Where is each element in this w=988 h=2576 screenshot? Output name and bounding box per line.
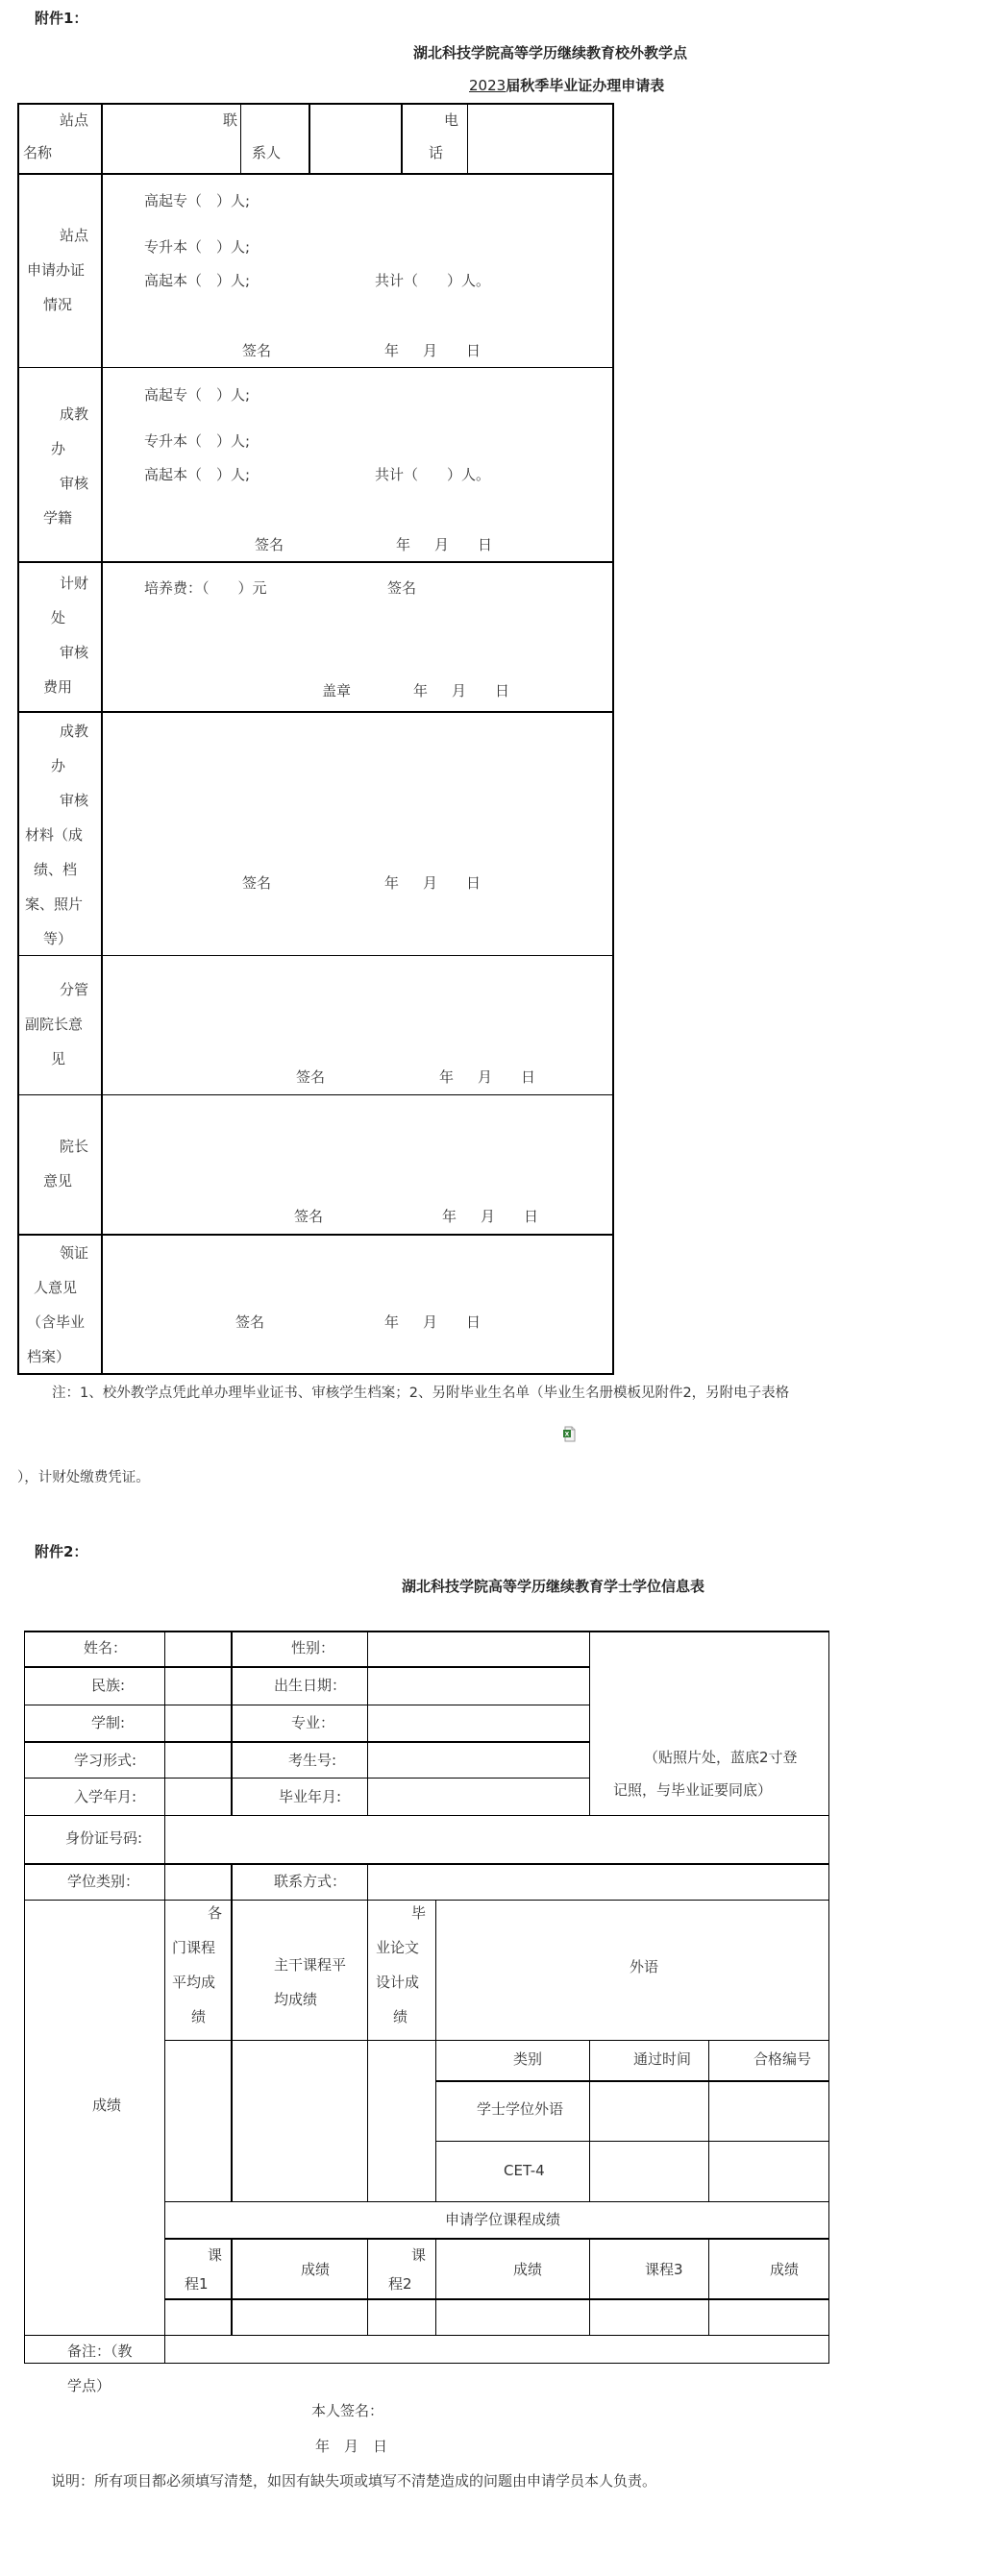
fl-header-pass-time: 通过时间 [633, 2050, 692, 2068]
date-day: 日 [478, 536, 493, 553]
course3-score-label: 成绩 [770, 2261, 800, 2278]
row-label: 材料（成 [25, 826, 84, 844]
date-day: 日 [466, 874, 482, 892]
row-label: 办 [51, 757, 66, 774]
thesis-score-field[interactable] [368, 2041, 435, 2201]
fl-cet4-pass-time-field[interactable] [590, 2142, 707, 2201]
contact-label: 联系方式： [274, 1873, 347, 1890]
fl-header-cert-number: 合格编号 [753, 2050, 812, 2068]
date-day: 日 [495, 682, 510, 699]
avg-all-courses-label: 绩 [191, 2008, 207, 2025]
major-field[interactable] [368, 1705, 589, 1741]
grad-date-label: 毕业年月: [279, 1788, 342, 1805]
avg-main-courses-label: 主干课程平 [274, 1956, 347, 1974]
row-label: 见 [51, 1050, 66, 1067]
birth-date-label: 出生日期： [274, 1677, 347, 1694]
exam-number-label: 考生号: [288, 1752, 337, 1769]
date-day: 日 [521, 1068, 536, 1086]
table2-divider [231, 1631, 233, 1815]
signature-field[interactable]: 签名 [294, 1208, 324, 1225]
scores-label: 成绩 [92, 2097, 122, 2114]
row-label: 成教 [60, 723, 89, 740]
exam-number-field[interactable] [368, 1743, 589, 1778]
row-label: 领证 [60, 1244, 89, 1262]
date-year: 年 [413, 682, 429, 699]
remarks-label: 学点） [67, 2377, 111, 2394]
signature-field[interactable]: 签名 [387, 579, 417, 597]
row-label: 人意见 [34, 1279, 78, 1296]
attachment1-title-line1: 湖北科技学院高等学历继续教育校外教学点 [413, 44, 688, 61]
row-label: 申请办证 [27, 261, 86, 279]
date-month: 月 [478, 1068, 493, 1086]
fl-bachelor-cert-field[interactable] [709, 2082, 828, 2141]
remarks-field[interactable] [165, 2336, 828, 2363]
study-mode-label: 学习形式: [74, 1752, 137, 1769]
row-label: 档案） [27, 1348, 71, 1365]
date-month: 月 [423, 874, 438, 892]
contact-field[interactable] [368, 1865, 828, 1900]
site-name-label: 名称 [23, 144, 53, 161]
contact-person-field[interactable] [310, 105, 400, 172]
enroll-date-field[interactable] [165, 1779, 231, 1815]
row-label: 等） [43, 930, 73, 947]
course1-label: 课 [208, 2246, 223, 2264]
thesis-score-label: 业论文 [376, 1939, 420, 1956]
table2-divider [435, 1900, 436, 2201]
course1-score-field[interactable] [233, 2300, 367, 2335]
fl-bachelor-pass-time-field[interactable] [590, 2082, 707, 2141]
total-count[interactable]: 共计（ ）人。 [375, 466, 491, 483]
row-label: 站点 [60, 227, 89, 244]
avg-all-courses-label: 平均成 [172, 1974, 216, 1991]
photo-note: （贴照片处，蓝底2寸登 [644, 1749, 798, 1766]
phone-field[interactable] [469, 105, 612, 172]
course2-score-field[interactable] [436, 2300, 589, 2335]
row-label: 审核 [60, 644, 89, 661]
count-junior-college[interactable]: 高起专（ ）人; [144, 386, 251, 404]
course2-label: 课 [411, 2246, 427, 2264]
date-year: 年 [439, 1068, 455, 1086]
enroll-date-label: 入学年月: [74, 1788, 137, 1805]
date-day: 日 [524, 1208, 539, 1225]
avg-all-courses-field[interactable] [165, 2041, 231, 2201]
contact-label: 联 [223, 111, 238, 129]
date-month: 月 [434, 536, 450, 553]
row-label: 情况 [43, 296, 73, 313]
date-year: 年 [384, 874, 400, 892]
row-label: （含毕业 [27, 1313, 86, 1331]
degree-type-label: 学位类别： [67, 1873, 140, 1890]
note-line1: 注：1、校外教学点凭此单办理毕业证书、审核学生档案；2、另附毕业生名单（毕业生名册模板见附件2，另附电子表格 [52, 1386, 790, 1401]
note-line2: ），计财处缴费凭证。 [17, 1470, 150, 1485]
row-label: 审核 [60, 792, 89, 809]
row-label: 院长 [60, 1138, 89, 1155]
count-upgrade-bachelor[interactable]: 专升本（ ）人; [144, 238, 251, 256]
name-label: 姓名： [84, 1639, 128, 1656]
table1-divider [17, 711, 614, 713]
table1-divider [17, 561, 614, 563]
row-label: 计财 [60, 575, 89, 592]
row-label: 成教 [60, 405, 89, 423]
row-label: 意见 [43, 1172, 73, 1190]
avg-main-courses-field[interactable] [233, 2041, 367, 2201]
title-year: 2023 [469, 77, 506, 94]
birth-date-field[interactable] [368, 1668, 589, 1705]
attachment2-title: 湖北科技学院高等学历继续教育学士学位信息表 [402, 1578, 705, 1595]
fl-cet4-cert-field[interactable] [709, 2142, 828, 2201]
table1-border [17, 103, 614, 1375]
phone-label: 电 [444, 111, 459, 129]
row-label: 审核 [60, 475, 89, 492]
name-field[interactable] [165, 1632, 231, 1666]
avg-main-courses-label: 均成绩 [274, 1991, 318, 2008]
fl-row-bachelor-english: 学士学位外语 [477, 2100, 564, 2118]
date-month: 月 [452, 682, 467, 699]
date-month: 月 [481, 1208, 496, 1225]
signature-field[interactable]: 签名 [235, 1313, 265, 1331]
phone-label: 话 [429, 144, 444, 161]
course2-label: 程2 [388, 2275, 412, 2293]
course3-field[interactable] [590, 2300, 708, 2335]
program-length-label: 学制: [91, 1714, 126, 1731]
contact-label: 系人 [252, 144, 282, 161]
course2-field[interactable] [368, 2300, 435, 2335]
date-day: 日 [466, 342, 482, 359]
signature-field[interactable]: 签名 [255, 536, 284, 553]
row-label: 分管 [60, 981, 89, 998]
row-label: 办 [51, 440, 66, 457]
thesis-score-label: 设计成 [376, 1974, 420, 1991]
gender-label: 性别： [291, 1639, 335, 1656]
table1-divider [17, 1234, 614, 1236]
row-label: 副院长意 [25, 1016, 84, 1033]
grad-date-field[interactable] [368, 1779, 589, 1815]
signature-field[interactable]: 签名 [242, 342, 272, 359]
count-bachelor[interactable]: 高起本（ ）人; [144, 272, 251, 289]
fl-row-cet4: CET-4 [504, 2162, 545, 2179]
table1-divider [17, 367, 614, 368]
date-day: 日 [466, 1313, 482, 1331]
svg-text:X: X [564, 1431, 570, 1438]
row-label: 案、照片 [25, 895, 84, 913]
row-label: 学籍 [43, 509, 73, 527]
signature-field[interactable]: 签名 [242, 874, 272, 892]
training-fee-field[interactable]: 培养费：（ ）元 [144, 579, 267, 597]
id-number-label: 身份证号码: [65, 1829, 143, 1847]
count-upgrade-bachelor[interactable]: 专升本（ ）人; [144, 432, 251, 450]
stamp-field[interactable]: 盖章 [322, 682, 352, 699]
remarks-label: 备注：（教 [67, 2343, 133, 2360]
date-month: 月 [423, 342, 438, 359]
row-label: 绩、档 [34, 861, 78, 878]
gender-field[interactable] [368, 1632, 589, 1666]
row-label: 处 [51, 609, 66, 626]
signature-date: 年 月 日 [315, 2438, 388, 2455]
excel-file-icon[interactable] [562, 1426, 576, 1442]
avg-all-courses-label: 各 [208, 1904, 223, 1922]
explanation-note: 说明：所有项目都必须填写清楚，如因有缺失项或填写不清楚造成的问题由申请学员本人负责。 [51, 2472, 657, 2490]
degree-courses-title: 申请学位课程成绩 [445, 2211, 561, 2228]
date-year: 年 [396, 536, 411, 553]
row-label: 费用 [43, 678, 73, 696]
table1-divider [240, 103, 241, 174]
course2-score-label: 成绩 [513, 2261, 543, 2278]
title-rest: 届秋季毕业证办理申请表 [506, 77, 665, 94]
course3-label: 课程3 [645, 2261, 683, 2278]
photo-note: 记照，与毕业证要同底） [613, 1781, 773, 1799]
date-year: 年 [442, 1208, 457, 1225]
course1-score-label: 成绩 [301, 2261, 331, 2278]
table1-divider [401, 103, 403, 174]
site-name-field[interactable] [104, 105, 239, 172]
major-label: 专业： [291, 1714, 335, 1731]
fl-header-category: 类别 [513, 2050, 543, 2068]
table1-divider [467, 103, 468, 174]
course1-field[interactable] [165, 2300, 231, 2335]
degree-type-field[interactable] [165, 1865, 231, 1900]
table1-divider [17, 1094, 614, 1095]
id-number-field[interactable] [165, 1816, 828, 1863]
table1-divider [101, 103, 103, 1375]
total-count[interactable]: 共计（ ）人。 [375, 272, 491, 289]
ethnicity-field[interactable] [165, 1668, 231, 1705]
course1-label: 程1 [185, 2275, 209, 2293]
table2-divider [164, 2238, 829, 2240]
attachment2-label: 附件2： [35, 1543, 88, 1560]
date-month: 月 [423, 1313, 438, 1331]
table2-divider [164, 2201, 829, 2202]
date-year: 年 [384, 342, 400, 359]
table2-divider [24, 1900, 829, 1901]
signature-field[interactable]: 签名 [296, 1068, 326, 1086]
thesis-score-label: 绩 [393, 2008, 408, 2025]
count-junior-college[interactable]: 高起专（ ）人; [144, 192, 251, 209]
attachment1-title-line2 [469, 75, 664, 95]
table2-divider [231, 1863, 233, 1900]
avg-all-courses-label: 门课程 [172, 1939, 216, 1956]
date-year: 年 [384, 1313, 400, 1331]
self-signature[interactable]: 本人签名： [311, 2402, 384, 2419]
site-name-label: 站点 [60, 111, 89, 129]
table1-divider [17, 173, 614, 175]
count-bachelor[interactable]: 高起本（ ）人; [144, 466, 251, 483]
study-mode-field[interactable] [165, 1743, 231, 1778]
thesis-score-label: 毕 [411, 1904, 427, 1922]
ethnicity-label: 民族: [91, 1677, 126, 1694]
program-length-field[interactable] [165, 1705, 231, 1741]
foreign-language-label: 外语 [630, 1958, 659, 1975]
attachment1-label: 附件1： [35, 10, 88, 27]
table1-divider [17, 955, 614, 956]
course3-score-field[interactable] [709, 2300, 828, 2335]
